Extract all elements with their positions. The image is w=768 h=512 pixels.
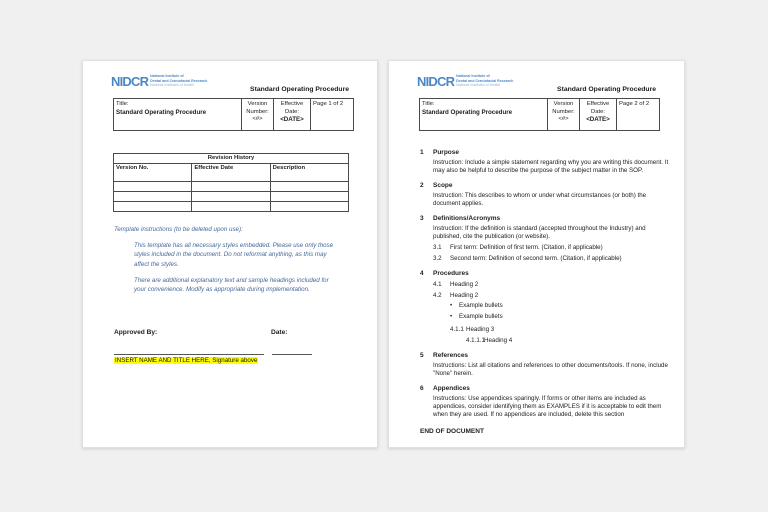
nidcr-logo-tagline-line1: National Institute of: [456, 74, 490, 78]
effective-date-value: <DATE>: [280, 116, 304, 124]
definition-item-2: [433, 255, 672, 263]
revision-row: [114, 182, 349, 192]
bullet-icon: •: [450, 312, 453, 320]
section-title: Definitions/Acronyms: [433, 214, 501, 222]
sub-text: Heading 2: [450, 291, 479, 299]
sub-text: First term: Definition of first term. (Citation, if applicable): [450, 243, 603, 251]
nidcr-logo-tagline-line2: Dental and Craniofacial Research: [456, 78, 514, 83]
bullet-text: Example bullets: [459, 312, 503, 320]
section-instruction: Instruction: If the definition is standard (accepted throughout the Industry) and published, cite the publication (or website).: [433, 224, 646, 240]
revision-col-effective-date: Effective Date: [192, 164, 270, 182]
nidcr-logo: [417, 74, 513, 88]
nidcr-logo-tagline-line2: Dental and Craniofacial Research: [150, 78, 208, 83]
section-number: 5: [420, 352, 424, 360]
version-cell: [548, 99, 580, 131]
section-4-procedures: [420, 270, 672, 345]
sub-number: 4.1.1.1: [466, 337, 485, 344]
page-number-cell: [617, 99, 660, 131]
procedure-item-4-1: [433, 281, 672, 289]
signature-note-highlighted: INSERT NAME AND TITLE HERE, Signature above: [115, 357, 258, 364]
page-2: [388, 60, 685, 448]
version-cell: [242, 99, 274, 131]
sub-text: Second term: Definition of second term. (Citation, if applicable): [450, 254, 622, 262]
template-instructions-para-2: There are additional explanatory text and sample headings included for your convenience. Modify as appropriate during implementation.: [134, 276, 329, 294]
section-2-scope: [420, 182, 672, 208]
sub-number: 4.1.1: [450, 325, 464, 333]
bullet-icon: •: [450, 302, 453, 310]
section-6-appendices: [420, 385, 672, 419]
end-of-document-label: END OF DOCUMENT: [420, 427, 484, 435]
section-title: Purpose: [433, 149, 460, 156]
sub-number: 4.2: [433, 291, 442, 299]
sub-text: Heading 3: [466, 325, 495, 333]
example-bullet-1: [450, 302, 672, 310]
version-value: <#>: [558, 116, 569, 123]
sub-text: Heading 2: [450, 280, 479, 288]
section-instruction: Instructions: Use appendices sparingly. If forms or other items are included as appendices, consider identifying them as EXAMPLES if it is acceptable to edit them when they are used. If no appendices are included, delete this section: [433, 394, 662, 418]
revision-row: [114, 202, 349, 212]
template-instructions-para-1: This template has all necessary styles embedded. Please use only those styles included in the document. Do not reformat anything, as this may affect the styles.: [134, 242, 334, 268]
page-1: [82, 60, 378, 448]
title-label: Title:: [422, 101, 435, 107]
revision-history-caption: Revision History: [114, 154, 349, 164]
page-number-cell: [311, 99, 354, 131]
doc-type-header: Standard Operating Procedure: [250, 86, 349, 93]
doc-type-header: Standard Operating Procedure: [557, 86, 656, 93]
title-cell: [420, 99, 548, 131]
section-instruction: Instruction: This describes to whom or under what circumstances (or both) the document applies.: [433, 191, 647, 207]
section-title: Scope: [433, 181, 453, 189]
date-label: Date:: [271, 329, 288, 336]
sub-number: 3.1: [433, 243, 442, 251]
template-instructions-intro: Template instructions (to be deleted upon use):: [114, 226, 243, 233]
section-5-references: [420, 352, 672, 378]
revision-row: [114, 192, 349, 202]
revision-history-table: [113, 153, 349, 212]
page-number: Page 1 of 2: [313, 101, 344, 107]
page-number: Page 2 of 2: [619, 101, 650, 107]
nidcr-logo-acronym: NIDCR: [111, 73, 149, 89]
sub-number: 4.1: [433, 280, 442, 288]
section-title: Procedures: [433, 269, 469, 277]
title-value: Standard Operating Procedure: [422, 108, 513, 116]
title-cell: [114, 99, 242, 131]
sop-header-table: [113, 98, 354, 131]
nidcr-logo-tagline: [456, 74, 513, 88]
signature-line: [114, 354, 264, 355]
approved-by-label: Approved By:: [114, 329, 158, 336]
definition-item-1: [433, 244, 672, 252]
version-label: Version Number:: [246, 101, 269, 115]
nidcr-logo-tagline-line3: National Institutes of Health: [456, 83, 501, 88]
nidcr-logo-tagline: [150, 74, 207, 88]
template-instructions: [114, 226, 342, 295]
effective-date-cell: [274, 99, 311, 131]
procedure-item-4-2: [433, 292, 672, 300]
section-title: References: [433, 352, 469, 360]
version-label: Version Number:: [552, 101, 575, 115]
section-title: Appendices: [433, 384, 470, 392]
section-number: 2: [420, 181, 424, 189]
date-line: [272, 354, 312, 355]
nidcr-logo-tagline-line1: National Institute of: [150, 74, 184, 78]
procedure-item-4-1-1: [450, 326, 672, 334]
example-bullet-2: [450, 313, 672, 321]
sop-body: [420, 149, 672, 435]
section-number: 3: [420, 214, 424, 222]
sub-text: Heading 4: [484, 337, 513, 344]
version-value: <#>: [252, 116, 263, 123]
revision-col-description: Description: [270, 164, 348, 182]
effective-date-value: <DATE>: [586, 116, 610, 124]
revision-col-version: Version No.: [114, 164, 192, 182]
effective-date-label: Effective Date:: [280, 101, 304, 115]
sub-number: 3.2: [433, 254, 442, 262]
procedure-item-4-1-1-1: [466, 337, 672, 345]
nidcr-logo-acronym: NIDCR: [417, 73, 455, 89]
section-number: 1: [420, 149, 424, 156]
nidcr-logo-tagline-line3: National Institutes of Health: [150, 83, 195, 88]
sop-header-table: [419, 98, 660, 131]
title-label: Title:: [116, 101, 129, 107]
title-value: Standard Operating Procedure: [116, 108, 207, 116]
section-number: 4: [420, 269, 424, 277]
bullet-text: Example bullets: [459, 302, 503, 310]
nidcr-logo: [111, 74, 207, 88]
section-number: 6: [420, 384, 424, 392]
effective-date-cell: [580, 99, 617, 131]
section-1-purpose: [420, 149, 672, 175]
section-instruction: Instructions: List all citations and references to other documents/tools. If none, include "None" herein.: [433, 361, 668, 377]
effective-date-label: Effective Date:: [586, 101, 610, 115]
section-instruction: Instruction: Include a simple statement regarding why you are writing this document. It may also be helpful to describe the purpose of the subject matter in the SOP.: [433, 158, 669, 174]
section-3-definitions: [420, 215, 672, 263]
